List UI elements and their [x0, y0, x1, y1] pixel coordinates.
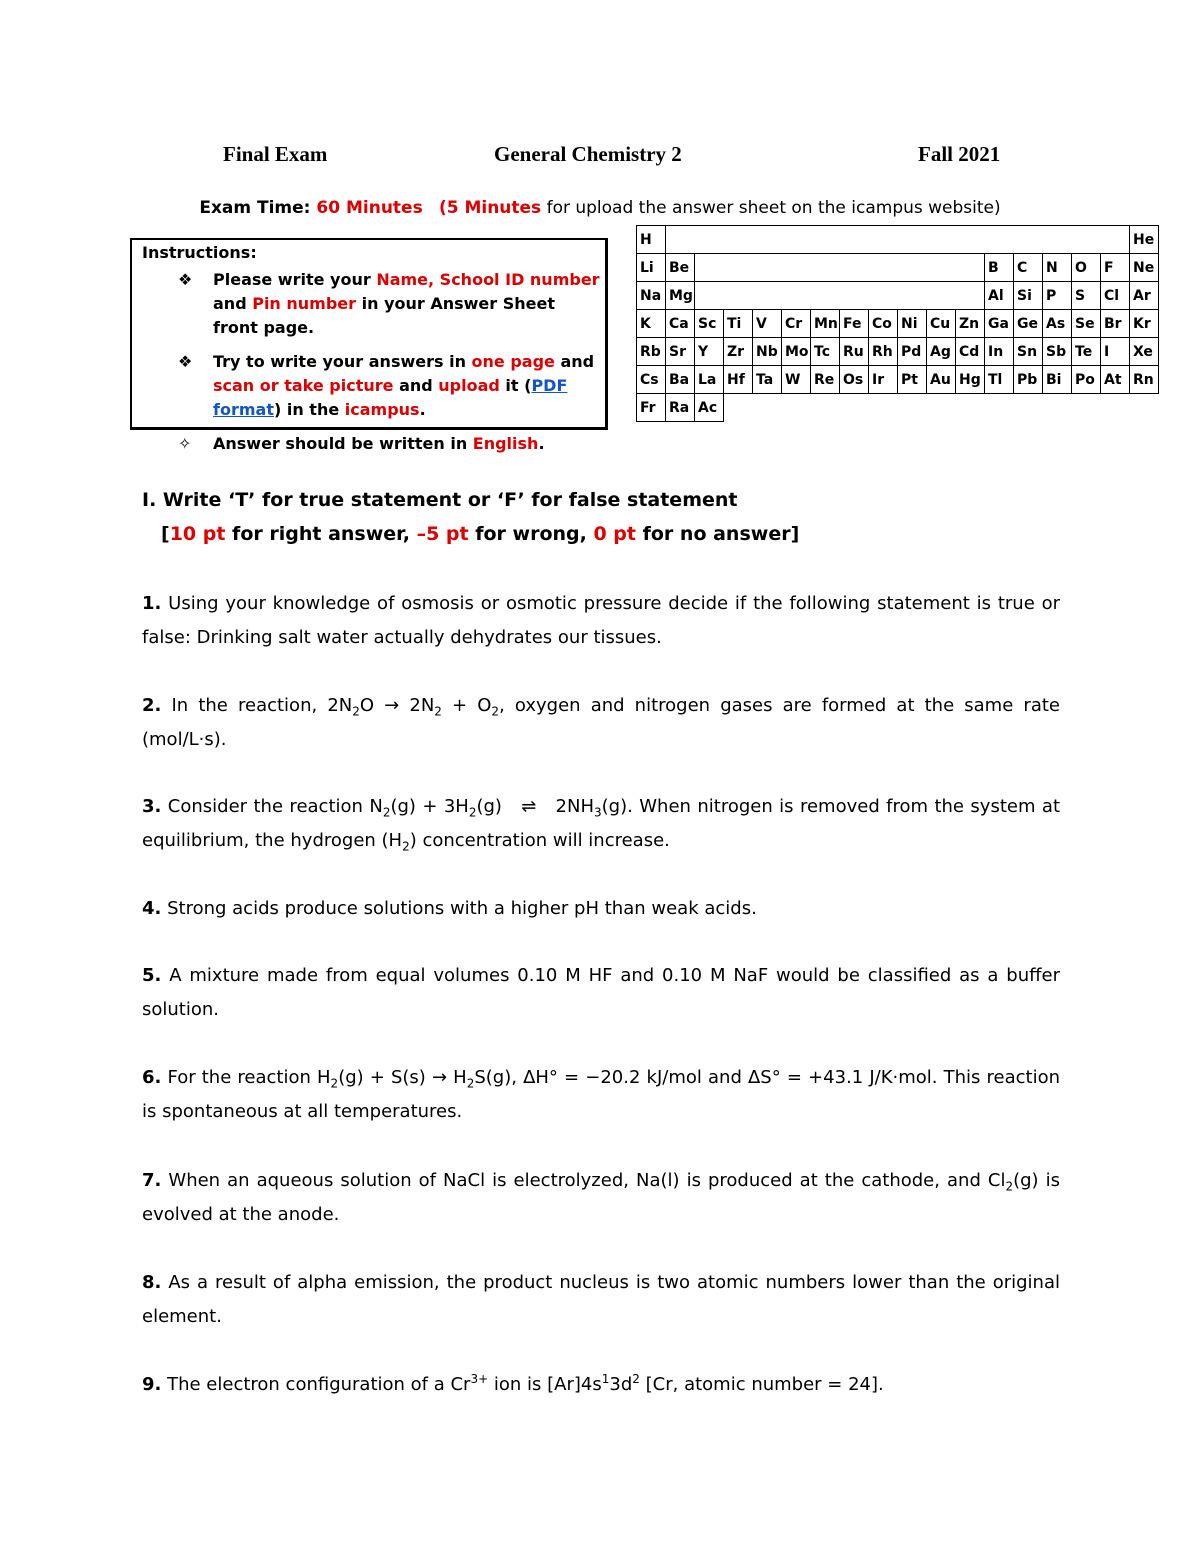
pdf-format-link[interactable]: PDF format [213, 376, 568, 419]
element-cell: Be [666, 254, 695, 282]
element-cell: Rb [637, 338, 666, 366]
instruction-item: ❖ Try to write your answers in one page and scan or take picture and upload it (PDF format) in the icampus. [178, 352, 595, 419]
element-cell: He [1130, 226, 1159, 254]
question-7: 7. When an aqueous solution of NaCl is electrolyzed, Na(l) is produced at the cathode, and $Cl_2(g)$ is evolved at the anode. [142, 1170, 1060, 1225]
element-cell: Si [1014, 282, 1043, 310]
periodic-row [637, 254, 1159, 282]
element-cell: Au [927, 366, 956, 394]
element-cell: Ca [666, 310, 695, 338]
element-cell: Rn [1130, 366, 1159, 394]
exam-time: Exam Time: 60 Minutes (5 Minutes for upload the answer sheet on the icampus website) [199, 198, 1001, 218]
element-cell: At [1101, 366, 1130, 394]
element-cell: Pd [898, 338, 927, 366]
element-cell: Zr [724, 338, 753, 366]
element-cell: Cs [637, 366, 666, 394]
element-cell: Se [1072, 310, 1101, 338]
element-cell: Ga [985, 310, 1014, 338]
element-cell: Rh [869, 338, 898, 366]
header-term: Fall 2021 [918, 142, 1001, 166]
question-5: 5. A mixture made from equal volumes 0.10 M HF and 0.10 M NaF would be classified as a buffer solution. [142, 965, 1060, 1020]
element-cell: Ar [1130, 282, 1159, 310]
element-cell: Ti [724, 310, 753, 338]
element-cell: Sc [695, 310, 724, 338]
periodic-row [637, 394, 1159, 422]
table-empty [724, 394, 1159, 422]
element-cell: Ac [695, 394, 724, 422]
element-cell: S [1072, 282, 1101, 310]
element-cell: Ir [869, 366, 898, 394]
element-cell: Ra [666, 394, 695, 422]
section-scoring: [10 pt for right answer, –5 pt for wrong, 0 pt for no answer] [161, 523, 800, 545]
diamond-bullet-icon: ❖ [178, 270, 193, 289]
element-cell: Cd [956, 338, 985, 366]
exam-duration: 60 Minutes [316, 198, 423, 218]
element-cell: Mg [666, 282, 695, 310]
periodic-row [637, 310, 1159, 338]
element-cell: Fr [637, 394, 666, 422]
element-cell: In [985, 338, 1014, 366]
four-diamond-bullet-icon: ✧ [178, 434, 192, 453]
element-cell: W [782, 366, 811, 394]
element-cell: As [1043, 310, 1072, 338]
element-cell: Ba [666, 366, 695, 394]
element-cell: Sn [1014, 338, 1043, 366]
element-cell: Cu [927, 310, 956, 338]
question-8: 8. As a result of alpha emission, the product nucleus is two atomic numbers lower than the original element. [142, 1272, 1060, 1327]
periodic-row [637, 366, 1159, 394]
element-cell: Li [637, 254, 666, 282]
periodic-row [637, 338, 1159, 366]
element-cell: Co [869, 310, 898, 338]
instructions-title: Instructions: [142, 243, 257, 262]
element-cell: Os [840, 366, 869, 394]
element-cell: I [1101, 338, 1130, 366]
element-cell: B [985, 254, 1014, 282]
element-cell: Ne [1130, 254, 1159, 282]
element-cell: Al [985, 282, 1014, 310]
element-cell: Bi [1043, 366, 1072, 394]
periodic-row [637, 282, 1159, 310]
element-cell: Hg [956, 366, 985, 394]
element-cell: P [1043, 282, 1072, 310]
upload-duration: (5 Minutes [438, 198, 542, 218]
question-4: 4. Strong acids produce solutions with a higher pH than weak acids. [142, 898, 757, 919]
element-cell: Br [1101, 310, 1130, 338]
element-cell: Ta [753, 366, 782, 394]
element-cell: Y [695, 338, 724, 366]
instructions-box [130, 238, 608, 453]
element-cell: Tl [985, 366, 1014, 394]
element-cell: Fe [840, 310, 869, 338]
element-cell: Cr [782, 310, 811, 338]
question-1: 1. Using your knowledge of osmosis or osmotic pressure decide if the following statement is true or false: Drinking salt water actually dehydrates our tissues. [142, 593, 1060, 648]
table-gap [695, 254, 985, 282]
element-cell: O [1072, 254, 1101, 282]
element-cell: Mo [782, 338, 811, 366]
table-gap [666, 226, 1130, 254]
element-cell: Ag [927, 338, 956, 366]
element-cell: Pt [898, 366, 927, 394]
element-cell: Ru [840, 338, 869, 366]
periodic-row [637, 226, 1159, 254]
element-cell: Po [1072, 366, 1101, 394]
instruction-item: ✧ Answer should be written in English. [142, 432, 605, 456]
element-cell: F [1101, 254, 1130, 282]
periodic-table [636, 225, 1159, 422]
element-cell: Zn [956, 310, 985, 338]
element-cell: La [695, 366, 724, 394]
element-cell: Ge [1014, 310, 1043, 338]
element-cell: C [1014, 254, 1043, 282]
question-9: 9. The electron configuration of a $Cr^{3+}$ ion is $[Ar]4s^13d^2$ [Cr, atomic number = 24]. [142, 1372, 884, 1395]
element-cell: K [637, 310, 666, 338]
element-cell: Ni [898, 310, 927, 338]
element-cell: Mn [811, 310, 840, 338]
diamond-bullet-icon: ❖ [178, 352, 193, 371]
question-2: 2. In the reaction, $2N_2O \to 2N_2 + O_2$, oxygen and nitrogen gases are formed at the same rate (mol/L·s). [142, 695, 1060, 750]
element-cell: H [637, 226, 666, 254]
table-gap [695, 282, 985, 310]
element-cell: N [1043, 254, 1072, 282]
element-cell: Hf [724, 366, 753, 394]
element-cell: Cl [1101, 282, 1130, 310]
element-cell: Sb [1043, 338, 1072, 366]
element-cell: Kr [1130, 310, 1159, 338]
question-3: 3. Consider the reaction $N_2(g) + 3H_2(g)$ ⇌ $2NH_3(g)$. When nitrogen is removed from the system at equilibrium, the hydrogen $(H_2)$ concentration will increase. [142, 796, 1061, 854]
element-cell: Xe [1130, 338, 1159, 366]
element-cell: Te [1072, 338, 1101, 366]
element-cell: Na [637, 282, 666, 310]
section-title: I. Write ‘T’ for true statement or ‘F’ for false statement [142, 489, 738, 511]
question-6: 6. For the reaction $H_2(g) + S(s) \to H_2S(g)$, ΔH° = −20.2 kJ/mol and ΔS° = +43.1 J/K·mol. This reaction is spontaneous at all temperatures. [142, 1067, 1061, 1122]
element-cell: Nb [753, 338, 782, 366]
header-exam-title: Final Exam [223, 142, 328, 166]
element-cell: Pb [1014, 366, 1043, 394]
element-cell: Sr [666, 338, 695, 366]
header-course: General Chemistry 2 [494, 142, 682, 166]
element-cell: Tc [811, 338, 840, 366]
element-cell: V [753, 310, 782, 338]
instruction-item: ❖ Please write your Name, School ID number and Pin number in your Answer Sheet front page. [178, 270, 600, 337]
element-cell: Re [811, 366, 840, 394]
